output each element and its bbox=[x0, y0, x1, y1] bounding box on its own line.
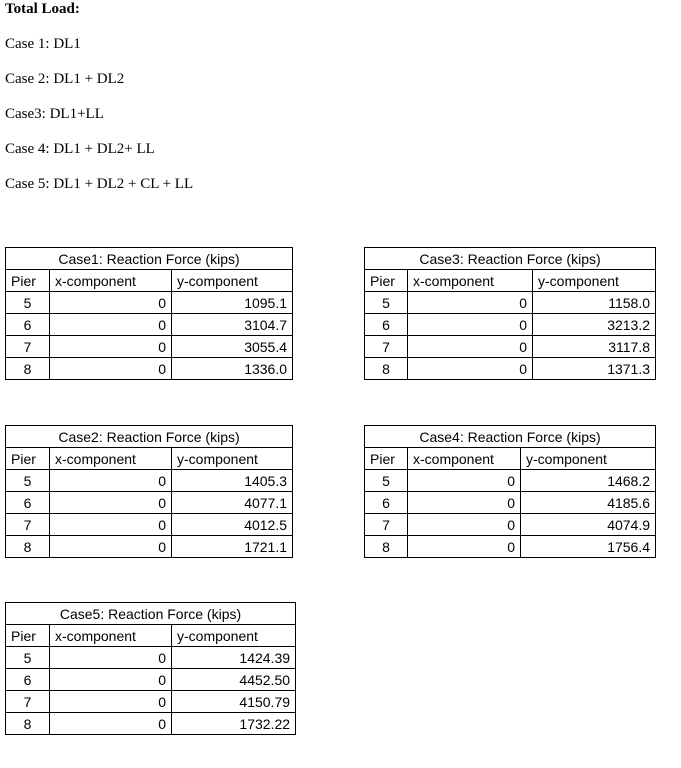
x-cell: 0 bbox=[408, 358, 533, 380]
x-cell: 0 bbox=[408, 492, 521, 514]
column-header-pier: Pier bbox=[365, 270, 408, 292]
pier-cell: 5 bbox=[365, 292, 408, 314]
table-row bbox=[6, 358, 293, 380]
y-cell: 1371.3 bbox=[533, 358, 656, 380]
column-header-x: x-component bbox=[408, 270, 533, 292]
x-cell: 0 bbox=[50, 314, 172, 336]
table-caption: Case2: Reaction Force (kips) bbox=[6, 426, 293, 448]
case5-reaction-table bbox=[5, 602, 296, 735]
x-cell: 0 bbox=[50, 647, 172, 669]
x-cell: 0 bbox=[50, 492, 172, 514]
page-title: Total Load: bbox=[5, 1, 80, 17]
y-cell: 4012.5 bbox=[172, 514, 293, 536]
column-header-x: x-component bbox=[408, 448, 521, 470]
table-row bbox=[6, 647, 296, 669]
y-cell: 1336.0 bbox=[172, 358, 293, 380]
case4-reaction-table bbox=[364, 425, 656, 558]
pier-cell: 5 bbox=[6, 292, 50, 314]
y-cell: 4150.79 bbox=[172, 691, 296, 713]
case-4-definition: Case 4: DL1 + DL2+ LL bbox=[5, 141, 155, 157]
table-row bbox=[365, 292, 656, 314]
case-5-definition: Case 5: DL1 + DL2 + CL + LL bbox=[5, 176, 194, 192]
table-row bbox=[6, 314, 293, 336]
y-cell: 1095.1 bbox=[172, 292, 293, 314]
pier-cell: 8 bbox=[365, 536, 408, 558]
pier-cell: 8 bbox=[6, 536, 50, 558]
pier-cell: 6 bbox=[365, 314, 408, 336]
column-header-pier: Pier bbox=[365, 448, 408, 470]
column-header-y: y-component bbox=[521, 448, 656, 470]
case-3-definition: Case3: DL1+LL bbox=[5, 106, 104, 122]
y-cell: 1158.0 bbox=[533, 292, 656, 314]
y-cell: 1468.2 bbox=[521, 470, 656, 492]
y-cell: 1721.1 bbox=[172, 536, 293, 558]
pier-cell: 7 bbox=[365, 336, 408, 358]
pier-cell: 8 bbox=[6, 713, 50, 735]
x-cell: 0 bbox=[408, 536, 521, 558]
column-header-y: y-component bbox=[533, 270, 656, 292]
pier-cell: 8 bbox=[365, 358, 408, 380]
table-caption: Case4: Reaction Force (kips) bbox=[365, 426, 656, 448]
y-cell: 4185.6 bbox=[521, 492, 656, 514]
x-cell: 0 bbox=[50, 470, 172, 492]
table-row bbox=[6, 691, 296, 713]
column-header-y: y-component bbox=[172, 270, 293, 292]
column-header-x: x-component bbox=[50, 448, 172, 470]
y-cell: 1756.4 bbox=[521, 536, 656, 558]
pier-cell: 8 bbox=[6, 358, 50, 380]
pier-cell: 6 bbox=[6, 492, 50, 514]
pier-cell: 7 bbox=[365, 514, 408, 536]
table-row bbox=[365, 358, 656, 380]
column-header-y: y-component bbox=[172, 625, 296, 647]
x-cell: 0 bbox=[50, 536, 172, 558]
y-cell: 3055.4 bbox=[172, 336, 293, 358]
table-caption: Case5: Reaction Force (kips) bbox=[6, 603, 296, 625]
table-row bbox=[365, 314, 656, 336]
case3-reaction-table bbox=[364, 247, 656, 380]
table-row bbox=[365, 336, 656, 358]
y-cell: 1732.22 bbox=[172, 713, 296, 735]
y-cell: 4077.1 bbox=[172, 492, 293, 514]
pier-cell: 6 bbox=[6, 669, 50, 691]
column-header-y: y-component bbox=[172, 448, 293, 470]
column-header-pier: Pier bbox=[6, 448, 50, 470]
column-header-x: x-component bbox=[50, 625, 172, 647]
table-row bbox=[365, 514, 656, 536]
y-cell: 3104.7 bbox=[172, 314, 293, 336]
table-row bbox=[365, 492, 656, 514]
x-cell: 0 bbox=[50, 358, 172, 380]
case2-reaction-table bbox=[5, 425, 293, 558]
pier-cell: 5 bbox=[365, 470, 408, 492]
pier-cell: 5 bbox=[6, 647, 50, 669]
table-row bbox=[6, 492, 293, 514]
pier-cell: 7 bbox=[6, 336, 50, 358]
x-cell: 0 bbox=[50, 691, 172, 713]
case-2-definition: Case 2: DL1 + DL2 bbox=[5, 71, 125, 87]
pier-cell: 7 bbox=[6, 691, 50, 713]
column-header-pier: Pier bbox=[6, 270, 50, 292]
y-cell: 3117.8 bbox=[533, 336, 656, 358]
pier-cell: 7 bbox=[6, 514, 50, 536]
pier-cell: 6 bbox=[365, 492, 408, 514]
y-cell: 1424.39 bbox=[172, 647, 296, 669]
x-cell: 0 bbox=[50, 336, 172, 358]
table-row bbox=[6, 292, 293, 314]
x-cell: 0 bbox=[408, 292, 533, 314]
x-cell: 0 bbox=[408, 336, 533, 358]
x-cell: 0 bbox=[408, 314, 533, 336]
column-header-pier: Pier bbox=[6, 625, 50, 647]
table-row bbox=[6, 536, 293, 558]
table-row bbox=[365, 470, 656, 492]
case-1-definition: Case 1: DL1 bbox=[5, 36, 81, 52]
table-row bbox=[6, 514, 293, 536]
x-cell: 0 bbox=[50, 514, 172, 536]
x-cell: 0 bbox=[50, 292, 172, 314]
table-row bbox=[6, 470, 293, 492]
table-caption: Case1: Reaction Force (kips) bbox=[6, 248, 293, 270]
column-header-x: x-component bbox=[50, 270, 172, 292]
x-cell: 0 bbox=[408, 514, 521, 536]
x-cell: 0 bbox=[408, 470, 521, 492]
pier-cell: 6 bbox=[6, 314, 50, 336]
table-row bbox=[365, 536, 656, 558]
y-cell: 4452.50 bbox=[172, 669, 296, 691]
table-row bbox=[6, 669, 296, 691]
y-cell: 1405.3 bbox=[172, 470, 293, 492]
case1-reaction-table bbox=[5, 247, 293, 380]
table-caption: Case3: Reaction Force (kips) bbox=[365, 248, 656, 270]
x-cell: 0 bbox=[50, 669, 172, 691]
x-cell: 0 bbox=[50, 713, 172, 735]
table-row bbox=[6, 713, 296, 735]
y-cell: 4074.9 bbox=[521, 514, 656, 536]
pier-cell: 5 bbox=[6, 470, 50, 492]
y-cell: 3213.2 bbox=[533, 314, 656, 336]
table-row bbox=[6, 336, 293, 358]
